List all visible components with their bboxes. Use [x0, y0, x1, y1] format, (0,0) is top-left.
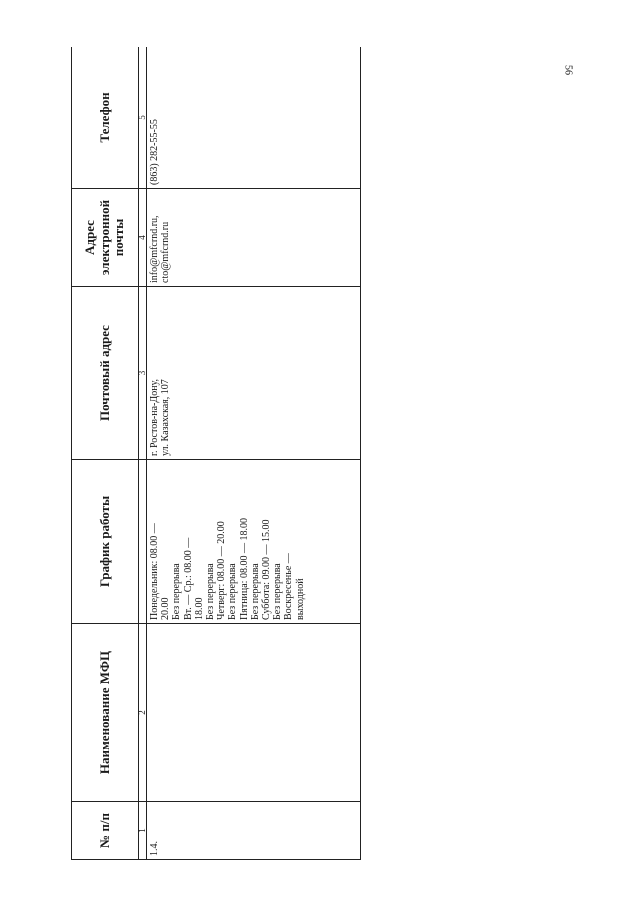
schedule-line: Четверг: 08.00 — 20.00 — [216, 521, 228, 620]
column-number: 5 — [139, 47, 147, 189]
mfc-table — [71, 47, 361, 860]
email-line: cto@mfcrnd.ru — [160, 221, 172, 283]
schedule-line: Без перерыва — [227, 563, 239, 620]
schedule-line: 20.00 — [160, 597, 172, 620]
header-schedule: График работы — [72, 460, 139, 624]
schedule-line: Пятница: 08.00 — 18.00 — [238, 518, 250, 620]
schedule-line: 18.00 — [193, 597, 205, 620]
mfc-name-cell — [147, 624, 361, 802]
column-numbers-row — [139, 47, 147, 860]
schedule-line: Суббота: 09.00 — 15.00 — [261, 519, 273, 620]
email-cell — [147, 189, 361, 287]
email-line: info@mfcrnd.ru, — [149, 215, 160, 283]
row-number: 1.4. — [147, 802, 361, 860]
schedule-cell — [147, 460, 361, 624]
schedule-line: Без перерыва — [205, 563, 217, 620]
schedule-line: выходной — [294, 578, 306, 620]
header-phone: Телефон — [72, 47, 139, 189]
schedule-line: Без перерыва — [249, 563, 261, 620]
schedule-line: Понедельник: 08.00 — — [149, 523, 160, 620]
column-number: 4 — [139, 189, 147, 287]
schedule-line: Без перерыва — [272, 563, 284, 620]
column-number: 3 — [139, 287, 147, 460]
header-mfc-name: Наименование МФЦ — [72, 624, 139, 802]
column-number: 1 — [139, 802, 147, 860]
phone-cell: (863) 282-55-55 — [147, 47, 361, 189]
header-row — [72, 47, 139, 860]
schedule-line: Воскресенье — — [283, 553, 295, 620]
mfc-table-container — [71, 47, 361, 860]
header-number: № п/п — [72, 802, 139, 860]
mfc-table-rotated — [71, 47, 361, 860]
address-line: г. Ростов-на-Дону, — [149, 378, 160, 456]
page-number: 56 — [562, 65, 574, 75]
schedule-line: Без перерыва — [171, 563, 183, 620]
header-email: Адрес электронной почты — [72, 189, 139, 287]
column-number: 2 — [139, 624, 147, 802]
schedule-line: Вт. — Ср.: 08.00 — — [182, 537, 194, 620]
column-number — [139, 460, 147, 624]
postal-address-cell — [147, 287, 361, 460]
address-line: ул. Казахская, 107 — [160, 379, 172, 456]
table-row — [147, 47, 361, 860]
header-postal-address: Почтовый адрес — [72, 287, 139, 460]
